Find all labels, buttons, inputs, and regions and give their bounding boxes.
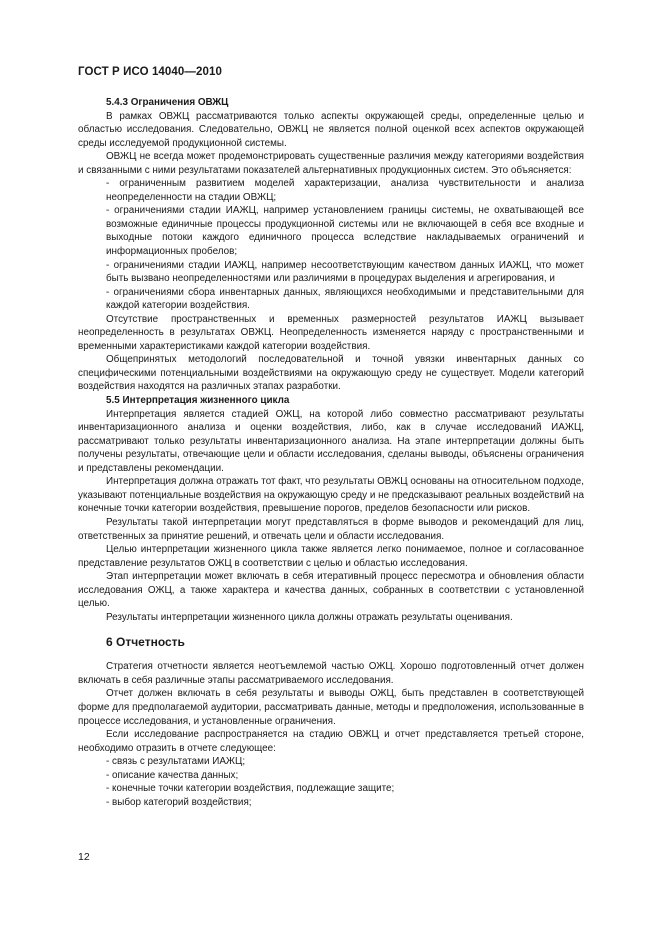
paragraph: Этап интерпретации может включать в себя итеративный процесс пересмотра и обновления области исследования ОЖЦ, а также характера и качества данных, собранных в соответствии с установленной целью.	[78, 571, 584, 610]
document-body	[78, 96, 584, 809]
list-item: - связь с результатами ИАЖЦ;	[106, 756, 246, 768]
list-item: - конечные точки категории воздействия, подлежащие защите;	[106, 783, 395, 795]
section-heading-6: 6 Отчетность	[106, 635, 185, 650]
paragraph: Результаты интерпретации жизненного цикла должны отражать результаты оценивания.	[106, 611, 513, 623]
paragraph: В рамках ОВЖЦ рассматриваются только аспекты окружающей среды, определенные целью и областью исследования. Следовательно, ОВЖЦ не является полной оценкой всех аспектов окружающей среды исследуемой продукционной системы.	[78, 110, 584, 149]
page-number: 12	[78, 851, 90, 863]
list-item: - описание качества данных;	[106, 769, 239, 781]
paragraph: Интерпретация должна отражать тот факт, что результаты ОВЖЦ основаны на относительном подходе, указывают потенциальные воздействия на окружающую среду и не предсказывают реальных воздействий на конечные точки категории воздействия, превышение порогов, пределов безопасности или рисков.	[78, 476, 584, 515]
paragraph: Целью интерпретации жизненного цикла также является легко понимаемое, полное и согласованное представление результатов ОЖЦ в соответствии с целью и областью исследования.	[78, 544, 584, 569]
paragraph: Результаты такой интерпретации могут представляться в форме выводов и рекомендаций для лиц, ответственных за принятие решений, и отвечать цели и области исследования.	[78, 516, 584, 542]
paragraph: Стратегия отчетности является неотъемлемой частью ОЖЦ. Хорошо подготовленный отчет должен включать в себя различные этапы рассматриваемого исследования.	[78, 661, 584, 686]
paragraph: ОВЖЦ не всегда может продемонстрировать существенные различия между категориями воздействия и связанными с ними результатами показателей альтернативных продукционных систем. Это объясняется:	[78, 151, 584, 176]
list-item: - выбор категорий воздействия;	[106, 796, 252, 808]
paragraph: Если исследование распространяется на стадию ОВЖЦ и отчет представляется третьей стороне, необходимо отразить в отчете следующее:	[78, 729, 584, 754]
paragraph: Интерпретация является стадией ОЖЦ, на которой либо совместно рассматривают результаты инвентаризационного анализа и оценки воздействия, либо, как в случае исследований ИАЖЦ, рассматривают только результаты инвентаризационного анализа. На этапе интерпретации должны быть получены результаты, отвечающие цели и области исследования, сделаны выводы, объяснены ограничения и представлены рекомендации.	[78, 408, 584, 474]
list-item: - ограничениями сбора инвентарных данных, являющихся необходимыми и представительными для каждой категории воздействия.	[106, 286, 584, 312]
list-item: - ограничениями стадии ИАЖЦ, например установлением границы системы, не охватывающей все возможные единичные процессы продукционной системы или не включающей в себя все входные и выходные потоки каждого единичного процесса вследствие накладываемых ограничений и информационных пробелов;	[106, 205, 584, 258]
section-heading-5-5: 5.5 Интерпретация жизненного цикла	[106, 395, 290, 407]
paragraph: Отчет должен включать в себя результаты и выводы ОЖЦ, быть представлен в соответствующей форме для предполагаемой аудитории, рассматривать данные, методы и предположения, использованные в процессе исследования, и установленные ограничения.	[78, 688, 584, 727]
list-item: - ограничениями стадии ИАЖЦ, например несоответствующим качеством данных ИАЖЦ, что может быть вызвано неопределенностями или различиями в процедурах выделения и агрегирования, и	[106, 259, 584, 285]
section-heading-5-4-3: 5.4.3 Ограничения ОВЖЦ	[106, 97, 229, 108]
document-header: ГОСТ Р ИСО 14040—2010	[78, 66, 223, 78]
list-item: - ограниченным развитием моделей характеризации, анализа чувствительности и анализа неопределенности на стадии ОВЖЦ;	[106, 178, 584, 203]
paragraph: Отсутствие пространственных и временных размерностей результатов ИАЖЦ вызывает неопределенность в результатах ОВЖЦ. Неопределенность изменяется наряду с пространственными и временными характеристиками каждой категории воздействия.	[78, 313, 584, 352]
paragraph: Общепринятых методологий последовательной и точной увязки инвентарных данных со специфическими потенциальными воздействиями на окружающую среду не существует. Модели категорий воздействия находятся на различных этапах разработки.	[78, 354, 584, 393]
